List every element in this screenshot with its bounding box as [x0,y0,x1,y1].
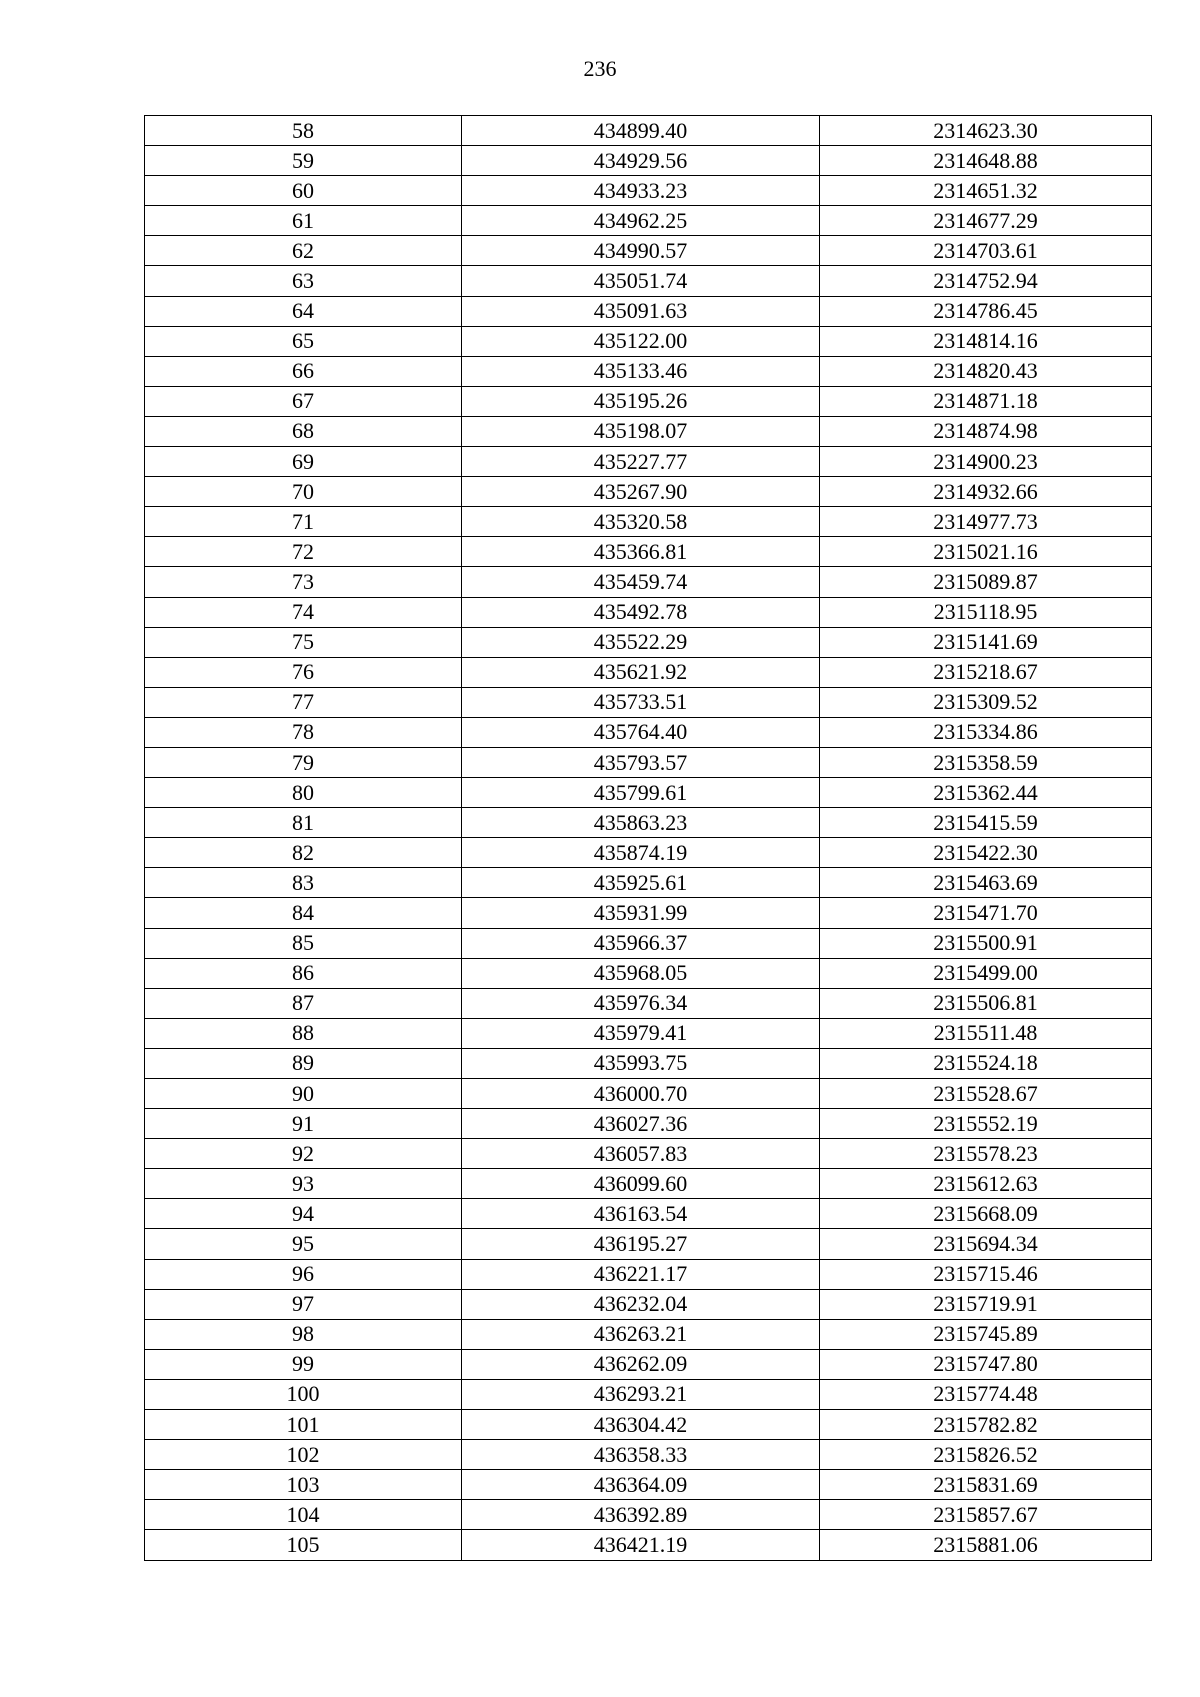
point-number-cell: 73 [145,567,462,597]
point-number-cell: 66 [145,356,462,386]
point-number-cell: 75 [145,627,462,657]
y-coordinate-cell: 2314677.29 [820,206,1152,236]
y-coordinate-cell: 2315422.30 [820,838,1152,868]
x-coordinate-cell: 434929.56 [462,146,820,176]
y-coordinate-cell: 2314900.23 [820,447,1152,477]
table-row [145,1410,1152,1440]
x-coordinate-cell: 434933.23 [462,176,820,206]
y-coordinate-cell: 2314648.88 [820,146,1152,176]
x-coordinate-cell: 435925.61 [462,868,820,898]
x-coordinate-cell: 435051.74 [462,266,820,296]
point-number-cell: 96 [145,1259,462,1289]
x-coordinate-cell: 435863.23 [462,808,820,838]
y-coordinate-cell: 2315334.86 [820,717,1152,747]
point-number-cell: 94 [145,1199,462,1229]
coordinates-table [144,115,1152,1561]
y-coordinate-cell: 2315471.70 [820,898,1152,928]
x-coordinate-cell: 436364.09 [462,1470,820,1500]
point-number-cell: 82 [145,838,462,868]
point-number-cell: 83 [145,868,462,898]
y-coordinate-cell: 2315500.91 [820,928,1152,958]
table-row [145,1109,1152,1139]
x-coordinate-cell: 435122.00 [462,326,820,356]
y-coordinate-cell: 2315524.18 [820,1048,1152,1078]
x-coordinate-cell: 435993.75 [462,1048,820,1078]
y-coordinate-cell: 2315358.59 [820,747,1152,777]
table-row [145,296,1152,326]
x-coordinate-cell: 435227.77 [462,447,820,477]
table-row [145,567,1152,597]
table-row [145,1470,1152,1500]
table-row [145,898,1152,928]
x-coordinate-cell: 435133.46 [462,356,820,386]
y-coordinate-cell: 2315715.46 [820,1259,1152,1289]
y-coordinate-cell: 2315463.69 [820,868,1152,898]
table-row [145,687,1152,717]
y-coordinate-cell: 2315528.67 [820,1079,1152,1109]
table-row [145,1169,1152,1199]
table-row [145,838,1152,868]
table-row [145,868,1152,898]
y-coordinate-cell: 2314786.45 [820,296,1152,326]
table-row [145,627,1152,657]
table-row [145,1289,1152,1319]
y-coordinate-cell: 2315826.52 [820,1440,1152,1470]
point-number-cell: 93 [145,1169,462,1199]
x-coordinate-cell: 435931.99 [462,898,820,928]
table-row [145,386,1152,416]
point-number-cell: 62 [145,236,462,266]
x-coordinate-cell: 434899.40 [462,116,820,146]
point-number-cell: 81 [145,808,462,838]
x-coordinate-cell: 435522.29 [462,627,820,657]
y-coordinate-cell: 2314932.66 [820,477,1152,507]
y-coordinate-cell: 2315747.80 [820,1349,1152,1379]
point-number-cell: 76 [145,657,462,687]
point-number-cell: 98 [145,1319,462,1349]
table-row [145,747,1152,777]
x-coordinate-cell: 435966.37 [462,928,820,958]
point-number-cell: 84 [145,898,462,928]
table-row [145,597,1152,627]
table-row [145,1440,1152,1470]
x-coordinate-cell: 436163.54 [462,1199,820,1229]
table-row [145,1259,1152,1289]
point-number-cell: 64 [145,296,462,326]
point-number-cell: 61 [145,206,462,236]
point-number-cell: 67 [145,386,462,416]
y-coordinate-cell: 2314623.30 [820,116,1152,146]
y-coordinate-cell: 2315745.89 [820,1319,1152,1349]
y-coordinate-cell: 2315578.23 [820,1139,1152,1169]
table-row [145,958,1152,988]
table-row [145,206,1152,236]
point-number-cell: 68 [145,416,462,446]
y-coordinate-cell: 2314871.18 [820,386,1152,416]
y-coordinate-cell: 2314820.43 [820,356,1152,386]
x-coordinate-cell: 436000.70 [462,1079,820,1109]
y-coordinate-cell: 2314874.98 [820,416,1152,446]
point-number-cell: 99 [145,1349,462,1379]
table-row [145,717,1152,747]
y-coordinate-cell: 2315857.67 [820,1500,1152,1530]
point-number-cell: 63 [145,266,462,296]
table-row [145,1379,1152,1409]
point-number-cell: 90 [145,1079,462,1109]
x-coordinate-cell: 436057.83 [462,1139,820,1169]
table-row [145,537,1152,567]
y-coordinate-cell: 2314703.61 [820,236,1152,266]
table-row [145,507,1152,537]
x-coordinate-cell: 435091.63 [462,296,820,326]
coordinates-table-body [145,116,1152,1561]
point-number-cell: 103 [145,1470,462,1500]
point-number-cell: 78 [145,717,462,747]
y-coordinate-cell: 2315141.69 [820,627,1152,657]
x-coordinate-cell: 435976.34 [462,988,820,1018]
y-coordinate-cell: 2314814.16 [820,326,1152,356]
x-coordinate-cell: 435764.40 [462,717,820,747]
y-coordinate-cell: 2314651.32 [820,176,1152,206]
table-row [145,266,1152,296]
table-row [145,808,1152,838]
y-coordinate-cell: 2315089.87 [820,567,1152,597]
point-number-cell: 65 [145,326,462,356]
table-row [145,326,1152,356]
x-coordinate-cell: 435733.51 [462,687,820,717]
x-coordinate-cell: 436262.09 [462,1349,820,1379]
y-coordinate-cell: 2315021.16 [820,537,1152,567]
point-number-cell: 104 [145,1500,462,1530]
point-number-cell: 60 [145,176,462,206]
x-coordinate-cell: 434990.57 [462,236,820,266]
table-row [145,1500,1152,1530]
x-coordinate-cell: 436195.27 [462,1229,820,1259]
table-row [145,778,1152,808]
table-row [145,988,1152,1018]
x-coordinate-cell: 436421.19 [462,1530,820,1560]
point-number-cell: 105 [145,1530,462,1560]
point-number-cell: 101 [145,1410,462,1440]
x-coordinate-cell: 435366.81 [462,537,820,567]
table-row [145,1229,1152,1259]
x-coordinate-cell: 436392.89 [462,1500,820,1530]
page-number: 236 [583,56,617,81]
point-number-cell: 58 [145,116,462,146]
point-number-cell: 95 [145,1229,462,1259]
table-row [145,356,1152,386]
y-coordinate-cell: 2315499.00 [820,958,1152,988]
y-coordinate-cell: 2315552.19 [820,1109,1152,1139]
table-row [145,447,1152,477]
x-coordinate-cell: 435968.05 [462,958,820,988]
x-coordinate-cell: 435874.19 [462,838,820,868]
x-coordinate-cell: 436304.42 [462,1410,820,1440]
y-coordinate-cell: 2315218.67 [820,657,1152,687]
table-row [145,236,1152,266]
table-row [145,1048,1152,1078]
table-row [145,1349,1152,1379]
y-coordinate-cell: 2315719.91 [820,1289,1152,1319]
table-row [145,657,1152,687]
point-number-cell: 97 [145,1289,462,1319]
x-coordinate-cell: 436263.21 [462,1319,820,1349]
x-coordinate-cell: 435979.41 [462,1018,820,1048]
y-coordinate-cell: 2315668.09 [820,1199,1152,1229]
table-row [145,477,1152,507]
x-coordinate-cell: 435799.61 [462,778,820,808]
point-number-cell: 87 [145,988,462,1018]
point-number-cell: 102 [145,1440,462,1470]
x-coordinate-cell: 436293.21 [462,1379,820,1409]
point-number-cell: 92 [145,1139,462,1169]
point-number-cell: 91 [145,1109,462,1139]
table-row [145,928,1152,958]
point-number-cell: 69 [145,447,462,477]
y-coordinate-cell: 2315612.63 [820,1169,1152,1199]
point-number-cell: 71 [145,507,462,537]
table-row [145,116,1152,146]
point-number-cell: 88 [145,1018,462,1048]
x-coordinate-cell: 435793.57 [462,747,820,777]
y-coordinate-cell: 2315309.52 [820,687,1152,717]
x-coordinate-cell: 435621.92 [462,657,820,687]
point-number-cell: 72 [145,537,462,567]
table-row [145,1530,1152,1560]
x-coordinate-cell: 435320.58 [462,507,820,537]
table-row [145,176,1152,206]
point-number-cell: 77 [145,687,462,717]
point-number-cell: 79 [145,747,462,777]
y-coordinate-cell: 2315118.95 [820,597,1152,627]
y-coordinate-cell: 2315782.82 [820,1410,1152,1440]
x-coordinate-cell: 436358.33 [462,1440,820,1470]
y-coordinate-cell: 2315774.48 [820,1379,1152,1409]
point-number-cell: 89 [145,1048,462,1078]
y-coordinate-cell: 2315831.69 [820,1470,1152,1500]
point-number-cell: 70 [145,477,462,507]
table-row [145,1139,1152,1169]
x-coordinate-cell: 436232.04 [462,1289,820,1319]
point-number-cell: 100 [145,1379,462,1409]
y-coordinate-cell: 2315362.44 [820,778,1152,808]
point-number-cell: 59 [145,146,462,176]
y-coordinate-cell: 2315415.59 [820,808,1152,838]
table-row [145,1319,1152,1349]
x-coordinate-cell: 434962.25 [462,206,820,236]
y-coordinate-cell: 2315506.81 [820,988,1152,1018]
x-coordinate-cell: 435459.74 [462,567,820,597]
y-coordinate-cell: 2315511.48 [820,1018,1152,1048]
y-coordinate-cell: 2315881.06 [820,1530,1152,1560]
table-row [145,146,1152,176]
point-number-cell: 86 [145,958,462,988]
table-row [145,1199,1152,1229]
point-number-cell: 85 [145,928,462,958]
x-coordinate-cell: 436221.17 [462,1259,820,1289]
x-coordinate-cell: 435267.90 [462,477,820,507]
table-row [145,1079,1152,1109]
x-coordinate-cell: 435195.26 [462,386,820,416]
y-coordinate-cell: 2314977.73 [820,507,1152,537]
y-coordinate-cell: 2315694.34 [820,1229,1152,1259]
point-number-cell: 74 [145,597,462,627]
x-coordinate-cell: 435198.07 [462,416,820,446]
table-row [145,416,1152,446]
point-number-cell: 80 [145,778,462,808]
x-coordinate-cell: 435492.78 [462,597,820,627]
table-row [145,1018,1152,1048]
x-coordinate-cell: 436099.60 [462,1169,820,1199]
x-coordinate-cell: 436027.36 [462,1109,820,1139]
y-coordinate-cell: 2314752.94 [820,266,1152,296]
